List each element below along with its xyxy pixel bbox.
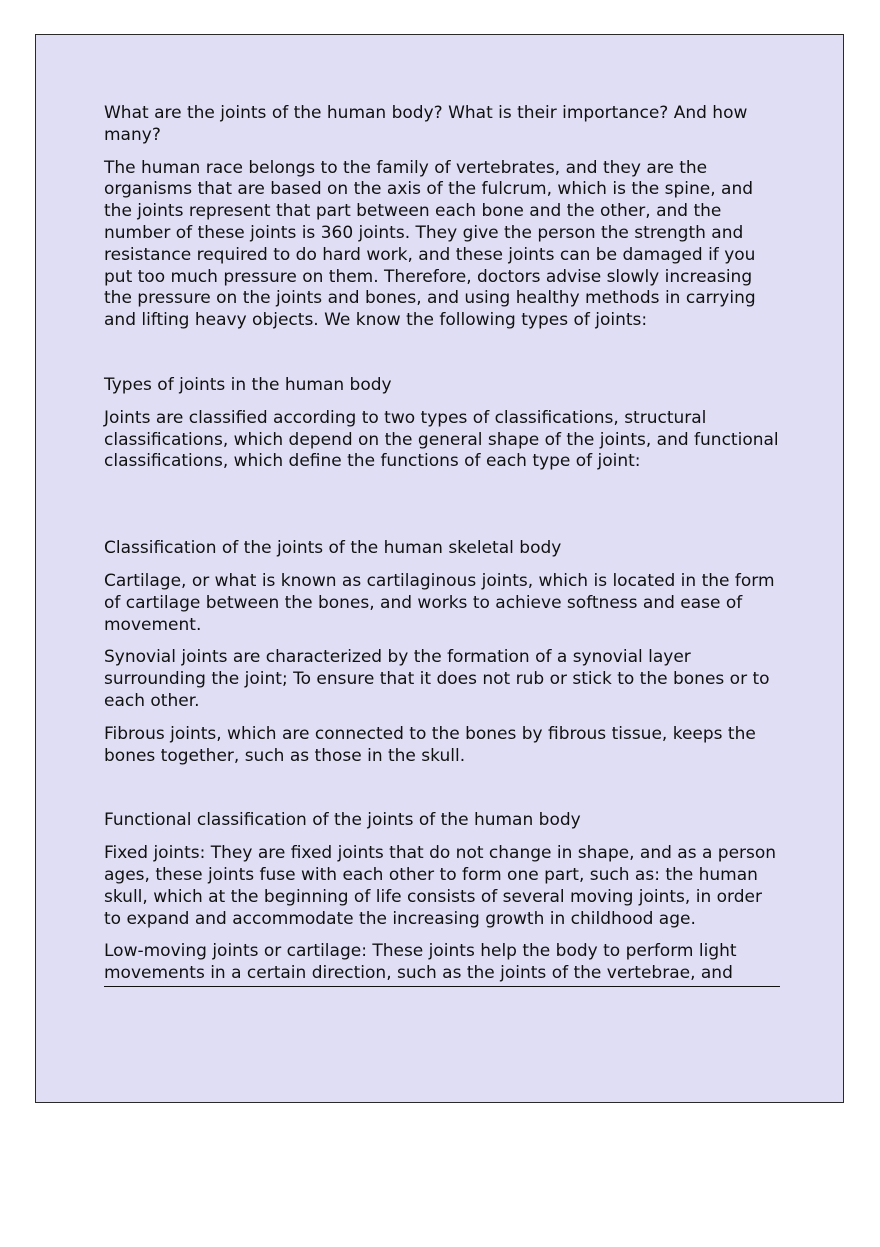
types-paragraph: Joints are classified according to two types of classifications, structural classifications, which depend on the general shape of the joints, and functional classifications, which define the functions of each type of joint: [104,407,779,472]
fibrous-paragraph: Fibrous joints, which are connected to the bones by fibrous tissue, keeps the bones together, such as those in the skull. [104,723,756,766]
fixed-joints-paragraph: Fixed joints: They are fixed joints that do not change in shape, and as a person ages, these joints fuse with each other to form one part, such as: the human skull, which at the beginning of life consists of several moving joints, in order to expand and accommodate the increasing growth in childhood age. [104,843,777,929]
low-moving-joints-paragraph: Low-moving joints or cartilage: These joints help the body to perform light movements in a certain direction, such as the joints of the vertebrae, and [104,941,780,987]
synovial-paragraph: Synovial joints are characterized by the formation of a synovial layer surrounding the joint; To ensure that it does not rub or stick to the bones or to each other. [104,647,770,711]
intro-paragraph: The human race belongs to the family of vertebrates, and they are the organisms that are based on the axis of the fulcrum, which is the spine, and the joints represent that part between each bone and the other, and the number of these joints is 360 joints. They give the person the strength and resistance required to do hard work, and these joints can be damaged if you put too much pressure on them. Therefore, doctors advise slowly increasing the pressure on the joints and bones, and using healthy methods in carrying and lifting heavy objects. We know the following types of joints: [104,157,756,331]
document-content [104,103,780,998]
intro-question: What are the joints of the human body? What is their importance? And how many? [104,103,748,145]
functional-classification-heading: Functional classification of the joints of the human body [104,810,581,831]
skeletal-classification-heading: Classification of the joints of the human skeletal body [104,538,562,559]
cartilage-paragraph: Cartilage, or what is known as cartilaginous joints, which is located in the form of cartilage between the bones, and works to achieve softness and ease of movement. [104,570,775,635]
types-heading: Types of joints in the human body [104,374,392,395]
document-panel [35,34,844,1103]
